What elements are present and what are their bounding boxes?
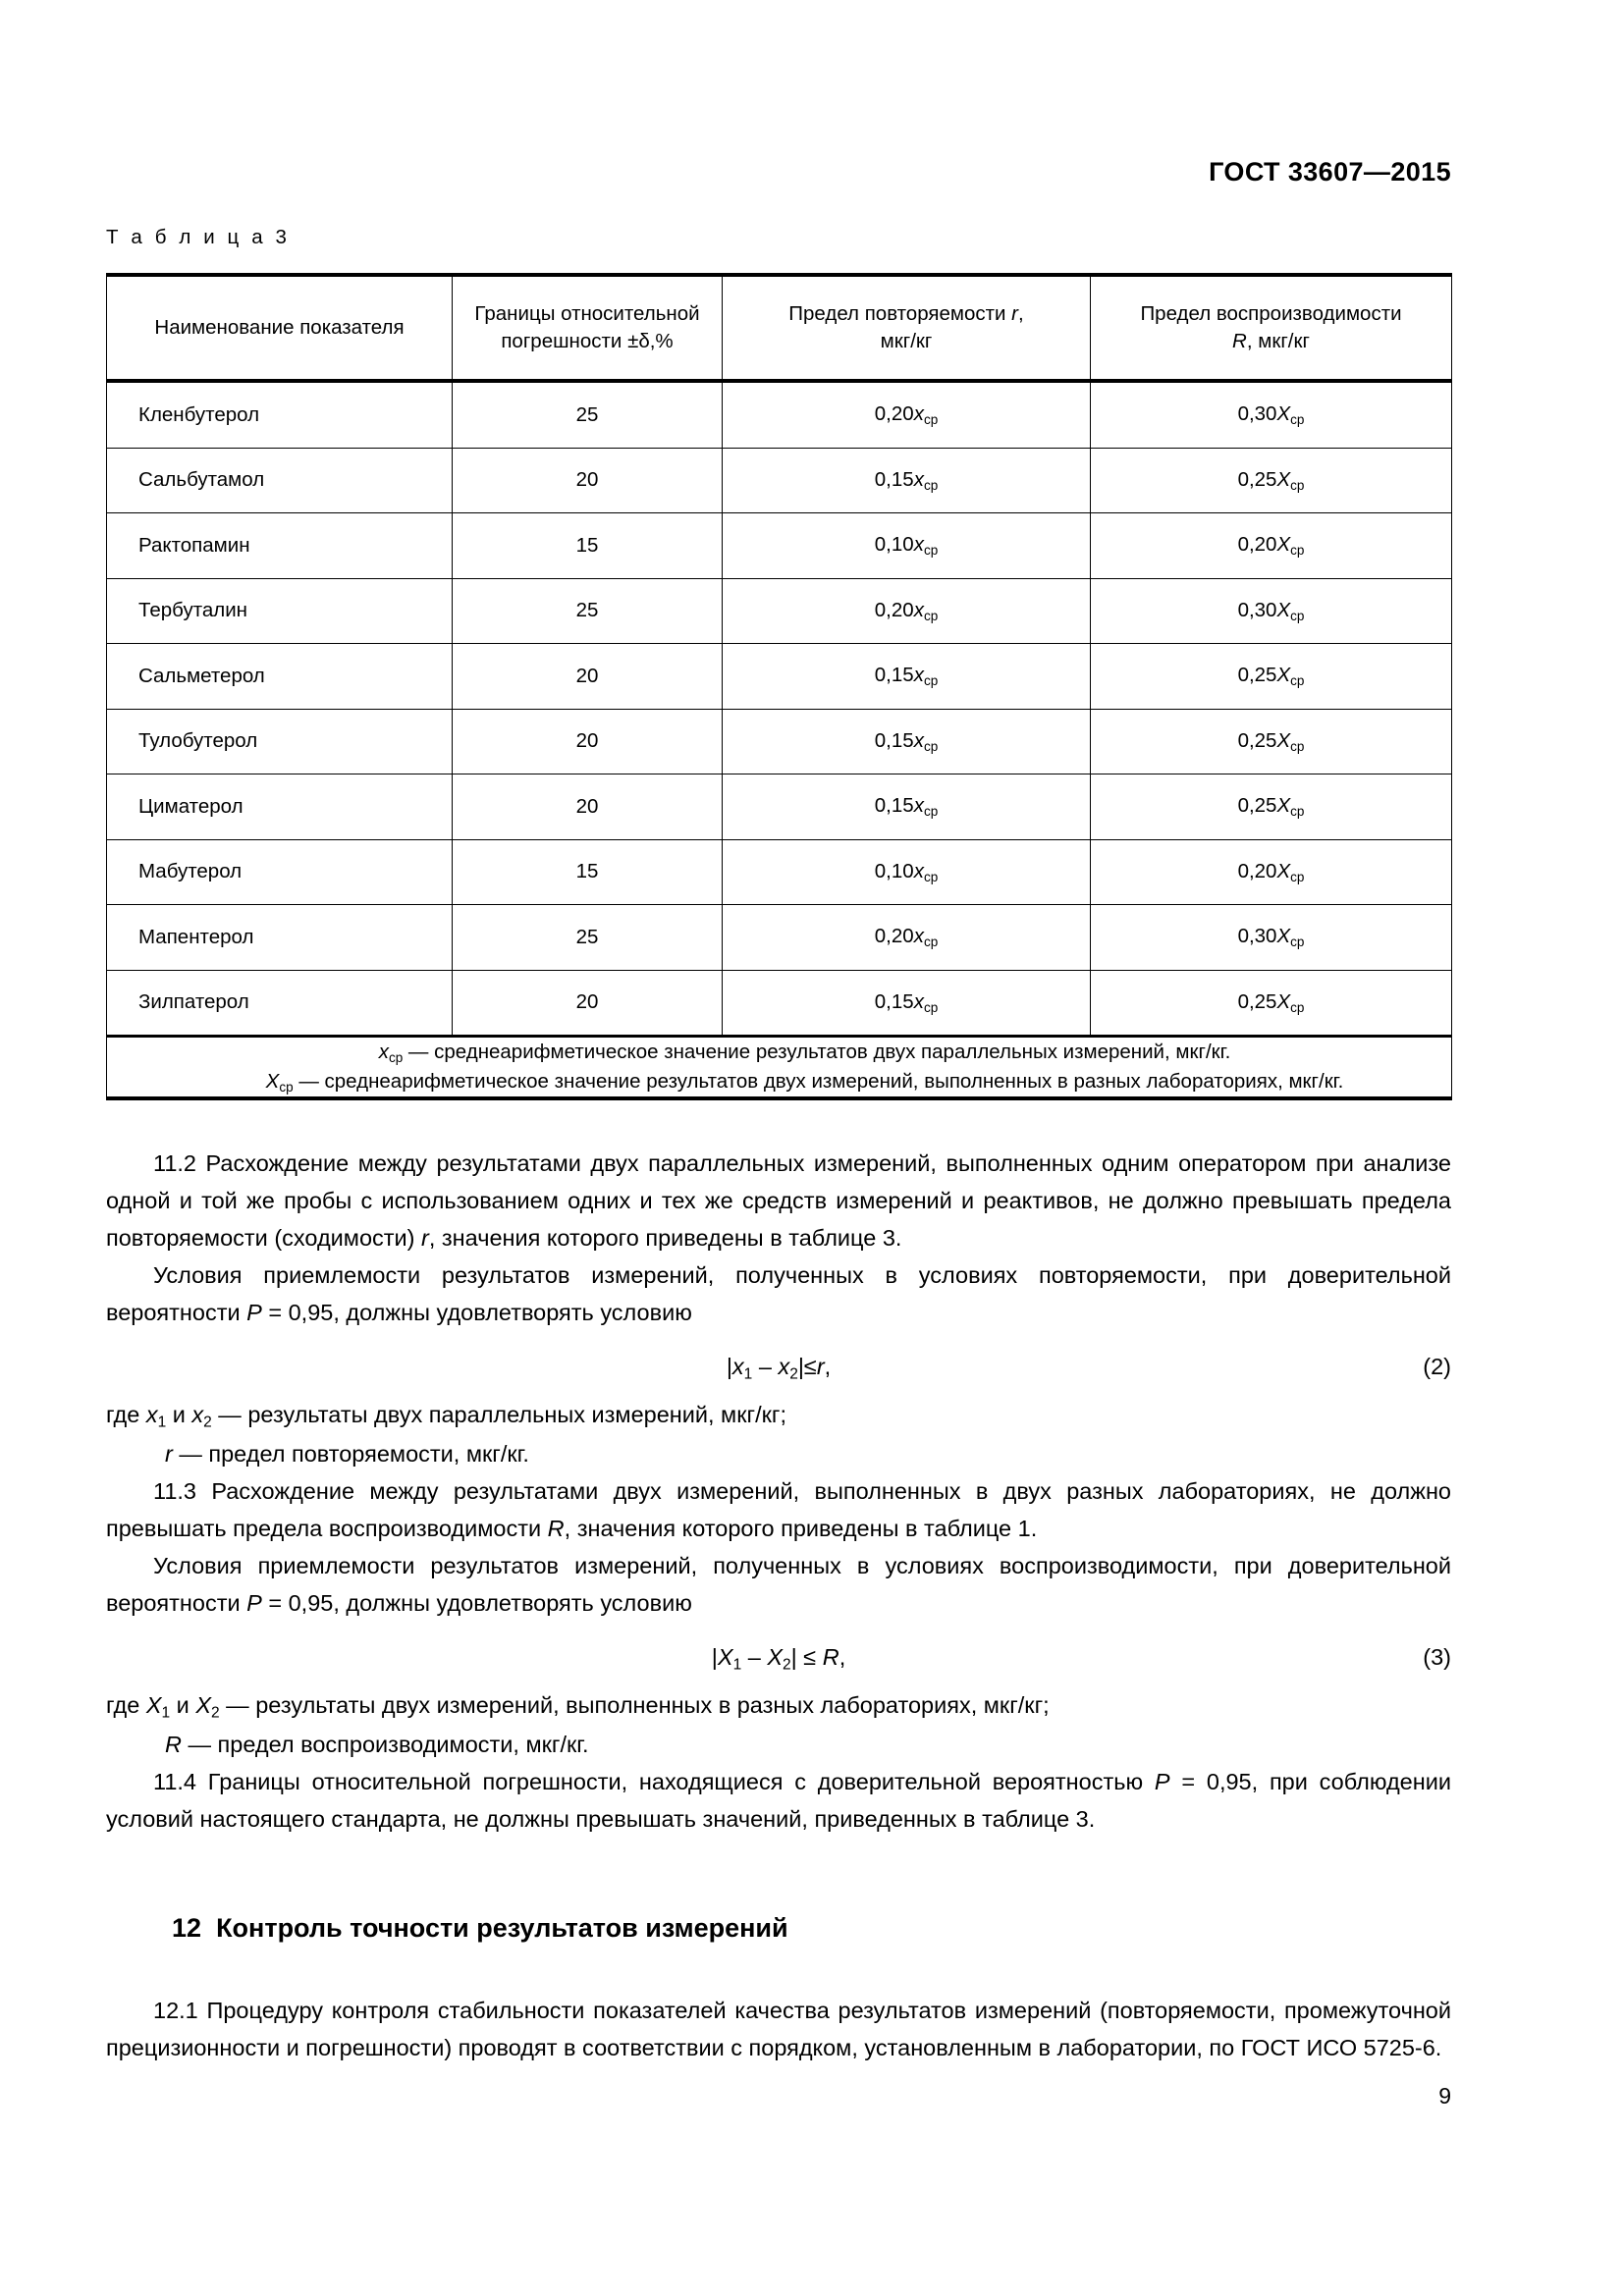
column-header-reproducibility-line1: Предел воспроизводимости — [1140, 301, 1402, 325]
table-row — [107, 774, 1452, 840]
cell-relative-error: 20 — [453, 644, 723, 710]
symbol-X-sub: $X_{ср}$ — [1276, 925, 1305, 950]
cell-relative-error: 25 — [453, 382, 723, 449]
symbol-x-sub: $x_{ср}$ — [913, 402, 939, 428]
coefficient: 0,20 — [874, 598, 914, 621]
coefficient: 0,25 — [1237, 794, 1277, 818]
paragraph-11-3-text-b: , значения которого приведены в таблице 1. — [564, 1515, 1038, 1541]
coefficient: 0,15 — [874, 728, 914, 752]
formula-2-r: r — [816, 1354, 825, 1380]
section-12-title: Контроль точности результатов измерений — [216, 1913, 788, 1943]
symbol-x-sub: $x_{ср}$ — [913, 467, 939, 493]
table-row — [107, 709, 1452, 774]
footnote-symbol-X: $X_{ср}$ — [265, 1069, 294, 1095]
symbol-X-sub: $X_{ср}$ — [1276, 664, 1305, 689]
where-clause-3-R — [106, 1726, 1451, 1763]
symbol-x-sub: $x_{ср}$ — [913, 989, 939, 1015]
cell-reproducibility-limit — [1091, 578, 1452, 644]
coefficient: 0,20 — [1237, 533, 1277, 557]
cell-analyte-name: Тербуталин — [107, 578, 453, 644]
where-2-r-symbol: r — [165, 1440, 173, 1467]
cell-analyte-name: Циматерол — [107, 774, 453, 840]
table-body — [107, 382, 1452, 1037]
symbol-X-sub: $X_{ср}$ — [1276, 859, 1305, 884]
formula-3-number: (3) — [1423, 1644, 1451, 1671]
table-row — [107, 448, 1452, 513]
coefficient: 0,30 — [1237, 925, 1277, 948]
coefficient: 0,20 — [874, 402, 914, 426]
where-2-x2: $x_2$ — [191, 1402, 212, 1431]
coefficient: 0,25 — [1237, 728, 1277, 752]
where-2-r-text: — предел повторяемости, мкг/кг. — [172, 1440, 529, 1467]
paragraph-11-2-text: 11.2 Расхождение между результатами двух параллельных измерений, выполненных одним оператором при анализе одной и той же пробы с использованием одних и тех же средств измерений и реактивов, не должно превышать предела повторяемости (сходимости) — [106, 1150, 1451, 1252]
symbol-x-sub: $x_{ср}$ — [913, 859, 939, 884]
cell-repeatability-limit — [723, 709, 1091, 774]
footnote-text-lower: — среднеарифметическое значение результатов двух параллельных измерений, мкг/кг. — [403, 1041, 1231, 1063]
cell-reproducibility-limit — [1091, 774, 1452, 840]
where-clause-3: где $X_1$ и $X_2$ — результаты двух измерений, выполненных в разных лабораториях, мкг/кг; — [106, 1692, 1050, 1722]
table-row — [107, 970, 1452, 1037]
section-12-number: 12 — [172, 1913, 202, 1943]
column-header-repeatability-line1: Предел повторяемости r, — [788, 301, 1024, 325]
symbol-R: R — [1232, 330, 1247, 352]
column-header-repeatability — [723, 275, 1091, 380]
coefficient: 0,20 — [874, 925, 914, 948]
paragraph-acceptance-repeatability — [106, 1256, 1451, 1331]
symbol-x-sub: $x_{ср}$ — [913, 728, 939, 754]
footnote-text-upper: — среднеарифметическое значение результатов двух измерений, выполненных в разных лабораториях, мкг/кг. — [293, 1069, 1344, 1093]
cell-analyte-name: Мабутерол — [107, 839, 453, 905]
symbol-x-sub: $x_{ср}$ — [913, 925, 939, 950]
cell-analyte-name: Сальбутамол — [107, 448, 453, 513]
formula-2-row — [106, 1348, 1451, 1381]
where-2-suffix: — результаты двух параллельных измерений, мкг/кг; — [211, 1402, 786, 1428]
coefficient: 0,15 — [874, 467, 914, 491]
formula-3-row — [106, 1638, 1451, 1672]
cell-reproducibility-limit — [1091, 448, 1452, 513]
coefficient: 0,25 — [1237, 467, 1277, 491]
column-header-reproducibility-line2: R, мкг/кг — [1232, 330, 1310, 352]
symbol-r: r — [1011, 301, 1018, 325]
symbol-X-sub: $X_{ср}$ — [1276, 989, 1305, 1015]
symbol-X-sub: $X_{ср}$ — [1276, 598, 1305, 623]
cell-repeatability-limit — [723, 513, 1091, 579]
cell-reproducibility-limit — [1091, 709, 1452, 774]
acceptance-rep-text-a: Условия приемлемости результатов измерений, полученных в условиях повторяемости, при доверительной вероятности — [106, 1262, 1451, 1326]
cell-relative-error: 20 — [453, 774, 723, 840]
paragraph-11-2 — [106, 1145, 1451, 1256]
footnote-line-upper — [107, 1067, 1451, 1096]
table-row — [107, 513, 1452, 579]
table-caption: Т а б л и ц а 3 — [106, 226, 291, 248]
formula-2: $|x_1 - x_2|\le r$, — [726, 1354, 832, 1383]
symbol-X-sub: $X_{ср}$ — [1276, 728, 1305, 754]
cell-repeatability-limit — [723, 448, 1091, 513]
cell-reproducibility-limit — [1091, 382, 1452, 449]
cell-repeatability-limit — [723, 970, 1091, 1037]
standard-header: ГОСТ 33607—2015 — [1209, 157, 1451, 187]
paragraph-11-3 — [106, 1472, 1451, 1547]
cell-repeatability-limit — [723, 382, 1091, 449]
formula-2-number: (2) — [1423, 1354, 1451, 1380]
acceptance-repro-text-b: = 0,95, должны удовлетворять условию — [261, 1590, 692, 1617]
cell-reproducibility-limit — [1091, 839, 1452, 905]
cell-relative-error: 15 — [453, 839, 723, 905]
paragraph-11-4 — [106, 1763, 1451, 1838]
footnote-line-lower — [107, 1038, 1451, 1067]
symbol-P-1: P — [246, 1300, 262, 1326]
cell-repeatability-limit — [723, 644, 1091, 710]
column-header-delta-line2: погрешности ±δ,% — [501, 330, 674, 352]
coefficient: 0,20 — [1237, 859, 1277, 882]
cell-analyte-name: Мапентерол — [107, 905, 453, 971]
cell-relative-error: 25 — [453, 578, 723, 644]
paragraph-12-1: 12.1 Процедуру контроля стабильности показателей качества результатов измерений (повторяемости, промежуточной прецизионности и погрешности) проводят в соответствии с порядком, установленным в лаборатории, по ГОСТ ИСО 5725-6. — [106, 1998, 1451, 2061]
symbol-P-3: P — [1154, 1768, 1170, 1794]
symbol-r-inline: r — [421, 1225, 429, 1252]
cell-reproducibility-limit — [1091, 970, 1452, 1037]
cell-analyte-name: Кленбутерол — [107, 382, 453, 449]
where-3-X1: $X_1$ — [145, 1692, 171, 1722]
cell-relative-error: 20 — [453, 709, 723, 774]
column-header-name-line1: Наименование показателя — [154, 315, 405, 339]
cell-relative-error: 20 — [453, 448, 723, 513]
paragraph-11-3-text-a: 11.3 Расхождение между результатами двух измерений, выполненных в двух разных лабораториях, не должно превышать предела воспроизводимости — [106, 1477, 1451, 1541]
section-12-body — [106, 1992, 1451, 2066]
table-footnote-row — [107, 1037, 1452, 1098]
cell-analyte-name: Зилпатерол — [107, 970, 453, 1037]
cell-repeatability-limit — [723, 905, 1091, 971]
coefficient: 0,30 — [1237, 598, 1277, 621]
formula-3-X2: $X_2$ — [767, 1644, 791, 1674]
coefficient: 0,10 — [874, 859, 914, 882]
coefficient: 0,15 — [874, 989, 914, 1013]
coefficient: 0,10 — [874, 533, 914, 557]
symbol-R-inline-1: R — [547, 1515, 565, 1541]
formula-2-x1: $x_1$ — [731, 1354, 753, 1383]
cell-reproducibility-limit — [1091, 905, 1452, 971]
cell-analyte-name: Сальметерол — [107, 644, 453, 710]
symbol-x-sub: $x_{ср}$ — [913, 533, 939, 559]
cell-reproducibility-limit — [1091, 644, 1452, 710]
acceptance-rep-text-b: = 0,95, должны удовлетворять условию — [261, 1300, 692, 1326]
footnote-symbol-x: $x_{ср}$ — [378, 1041, 404, 1065]
coefficient: 0,15 — [874, 794, 914, 818]
symbol-X-sub: $X_{ср}$ — [1276, 794, 1305, 820]
cell-repeatability-limit — [723, 774, 1091, 840]
symbol-X-sub: $X_{ср}$ — [1276, 533, 1305, 559]
formula-3: $|X_1 - X_2| \le R$, — [711, 1644, 846, 1674]
table-row — [107, 382, 1452, 449]
column-header-reproducibility — [1091, 275, 1452, 380]
symbol-x-sub: $x_{ср}$ — [913, 598, 939, 623]
column-header-delta — [453, 275, 723, 380]
paragraph-11-2-tail: , значения которого приведены в таблице 3. — [428, 1225, 902, 1252]
table-3 — [106, 273, 1452, 1100]
paragraph-11-4-text-a: 11.4 Границы относительной погрешности, находящиеся с доверительной вероятностью — [153, 1768, 1155, 1794]
symbol-x-sub: $x_{ср}$ — [913, 664, 939, 689]
cell-relative-error: 20 — [453, 970, 723, 1037]
table-row — [107, 578, 1452, 644]
where-clause-2: где $x_1$ и $x_2$ — результаты двух параллельных измерений, мкг/кг; — [106, 1402, 786, 1431]
cell-repeatability-limit — [723, 839, 1091, 905]
acceptance-repro-text-a: Условия приемлемости результатов измерений, полученных в условиях воспроизводимости, при доверительной вероятности — [106, 1552, 1451, 1617]
where-3-R-symbol: R — [165, 1731, 182, 1757]
table-row — [107, 644, 1452, 710]
table-header-row — [107, 275, 1452, 380]
table-row — [107, 839, 1452, 905]
where-2-prefix: где — [106, 1402, 146, 1428]
table-footnote — [107, 1037, 1452, 1098]
where-3-X2: $X_2$ — [195, 1692, 220, 1722]
formula-3-X1: $X_1$ — [717, 1644, 742, 1674]
where-2-x1: $x_1$ — [145, 1402, 167, 1431]
symbol-X-sub: $X_{ср}$ — [1276, 402, 1305, 428]
cell-analyte-name: Тулобутерол — [107, 709, 453, 774]
cell-analyte-name: Рактопамин — [107, 513, 453, 579]
coefficient: 0,15 — [874, 664, 914, 687]
coefficient: 0,30 — [1237, 402, 1277, 426]
column-header-repeatability-line2: мкг/кг — [880, 330, 933, 352]
coefficient: 0,25 — [1237, 989, 1277, 1013]
cell-relative-error: 25 — [453, 905, 723, 971]
cell-repeatability-limit — [723, 578, 1091, 644]
symbol-X-sub: $X_{ср}$ — [1276, 467, 1305, 493]
coefficient: 0,25 — [1237, 664, 1277, 687]
page-number: 9 — [1438, 2083, 1451, 2109]
symbol-P-2: P — [246, 1590, 262, 1617]
body-text-block — [106, 1145, 1451, 1838]
cell-relative-error: 15 — [453, 513, 723, 579]
column-header-delta-line1: Границы относительной — [474, 301, 700, 325]
column-header-name — [107, 275, 453, 380]
cell-reproducibility-limit — [1091, 513, 1452, 579]
formula-3-R: R — [822, 1644, 839, 1671]
formula-2-x2: $x_2$ — [778, 1354, 798, 1383]
paragraph-acceptance-reproducibility — [106, 1547, 1451, 1622]
table-row — [107, 905, 1452, 971]
section-12-heading — [172, 1913, 788, 1944]
where-3-suffix: — результаты двух измерений, выполненных в разных лабораториях, мкг/кг; — [219, 1692, 1050, 1719]
where-3-R-text: — предел воспроизводимости, мкг/кг. — [181, 1731, 589, 1757]
symbol-x-sub: $x_{ср}$ — [913, 794, 939, 820]
where-clause-2-r — [106, 1435, 1451, 1472]
where-3-prefix: где — [106, 1692, 146, 1719]
paragraph-11-4-text-b: = 0,95, при соблюдении условий настоящего стандарта, не должны превышать значений, приведенных в таблице 3. — [106, 1768, 1451, 1832]
